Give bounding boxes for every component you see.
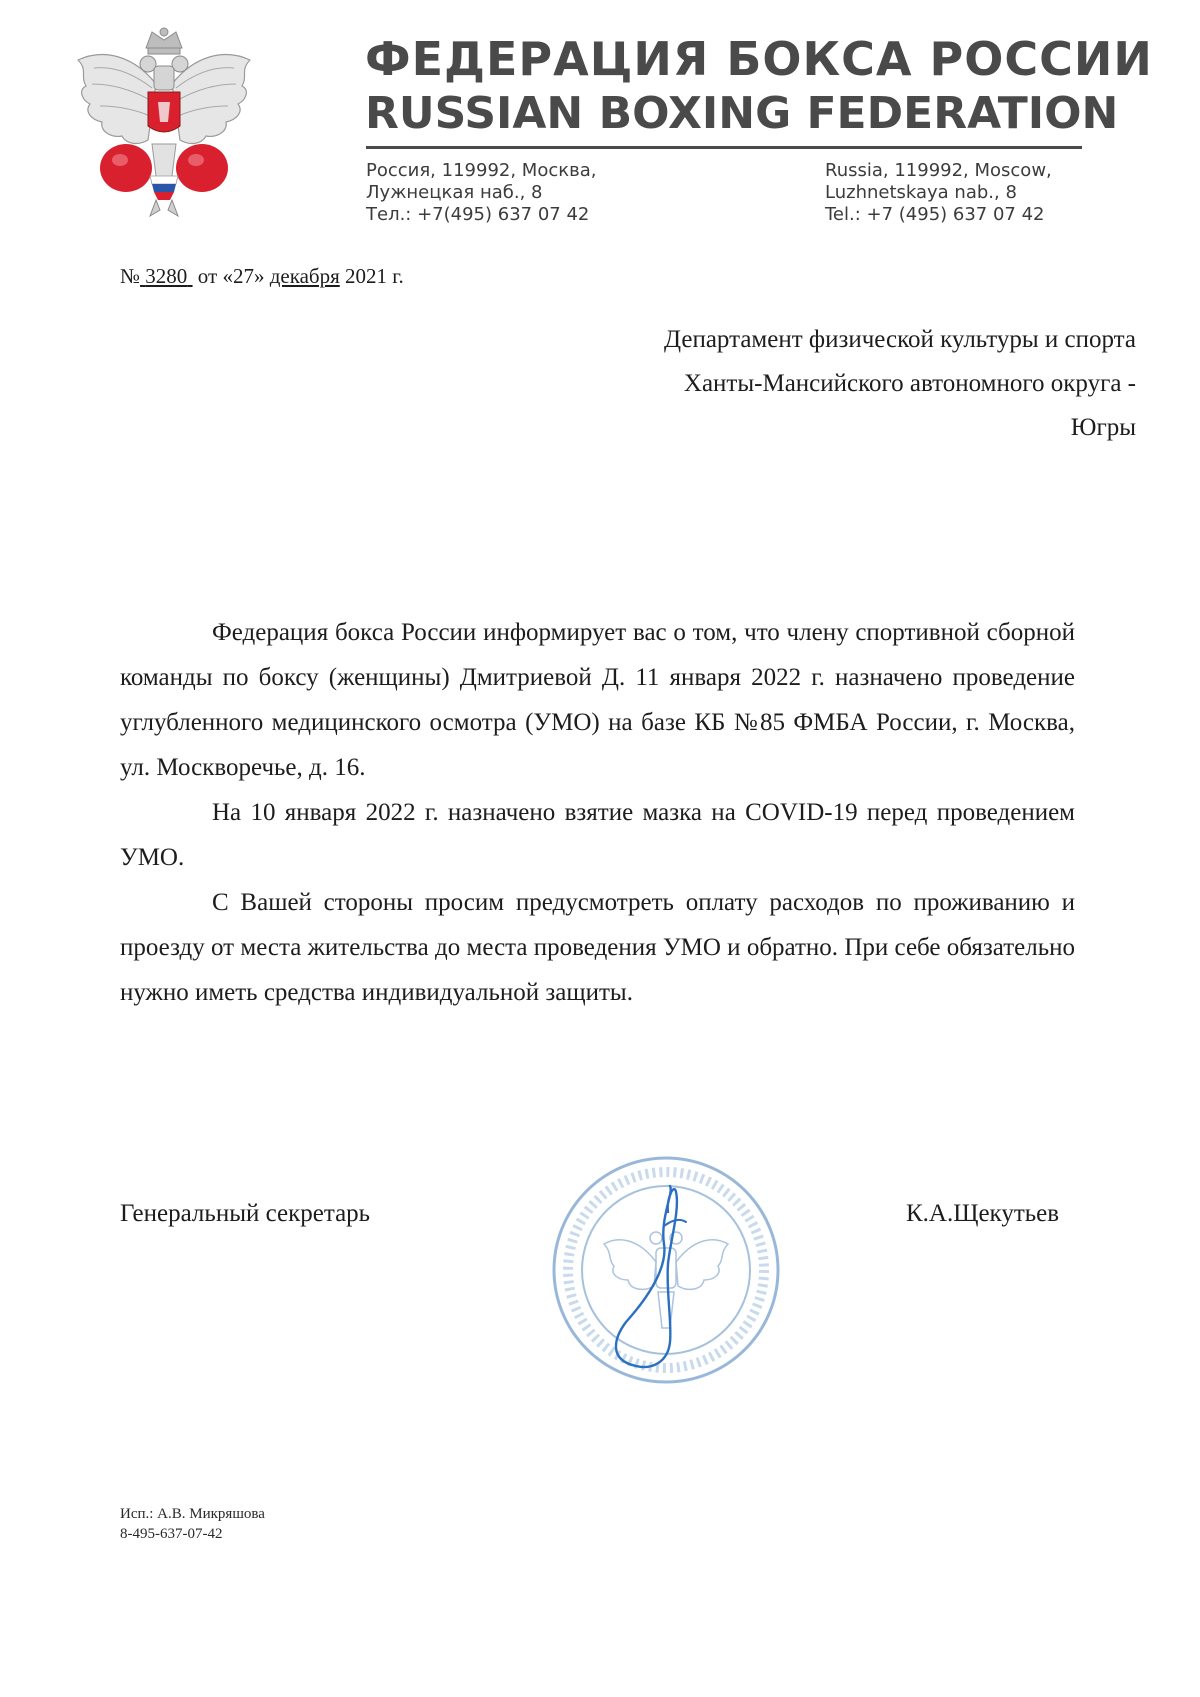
ref-day: «27»	[222, 264, 265, 288]
ref-number: 3280	[145, 264, 188, 288]
address-ru-line: Лужнецкая наб., 8	[366, 182, 543, 203]
recipient-line: Ханты-Мансийского автономного округа -	[683, 370, 1136, 397]
seal-stamp-icon	[548, 1152, 784, 1388]
signature-icon	[616, 1186, 677, 1367]
org-name-ru: ФЕДЕРАЦИЯ БОКСА РОССИИ	[365, 32, 1153, 86]
executor-name: Исп.: А.В. Микряшова	[120, 1506, 265, 1522]
body-paragraph: С Вашей стороны просим предусмотреть оплату расходов по проживанию и проезду от места жительства до места проведения УМО и обратно. При себе обязательно нужно иметь средства индивидуальной защиты.	[120, 889, 1075, 1006]
address-en-line: Tel.: +7 (495) 637 07 42	[825, 204, 1045, 225]
executor-phone: 8-495-637-07-42	[120, 1526, 223, 1542]
body-paragraph: На 10 января 2022 г. назначено взятие мазка на COVID-19 перед проведением УМО.	[120, 799, 1075, 871]
body-paragraph: Федерация бокса России информирует вас о том, что члену спортивной сборной команды по боксу (женщины) Дмитриевой Д. 11 января 2022 г. назначено проведение углубленного медицинского осмотра (УМО) на базе КБ №85 ФМБА России, г. Москва, ул. Москворечье, д. 16.	[120, 619, 1075, 781]
address-en	[825, 160, 1052, 226]
recipient-block	[436, 318, 1136, 450]
signatory-title: Генеральный секретарь	[120, 1200, 371, 1227]
ref-from-word: от	[197, 264, 218, 288]
address-ru-line: Россия, 119992, Москва,	[366, 160, 597, 181]
ref-number-prefix: №	[120, 264, 141, 288]
recipient-line: Югры	[1070, 414, 1136, 441]
signatory-name: К.А.Щекутьев	[906, 1200, 1060, 1227]
ref-year: 2021 г.	[345, 264, 404, 288]
address-ru-line: Тел.: +7(495) 637 07 42	[366, 204, 590, 225]
letter-reference	[120, 264, 404, 289]
recipient-line: Департамент физической культуры и спорта	[664, 326, 1136, 353]
header-divider	[366, 146, 1082, 149]
org-name-en: RUSSIAN BOXING FEDERATION	[365, 88, 1119, 139]
letter-body	[120, 610, 1075, 1015]
ref-month: декабря	[269, 264, 340, 288]
emblem-icon	[64, 26, 264, 226]
address-en-line: Russia, 119992, Moscow,	[825, 160, 1052, 181]
address-ru	[366, 160, 596, 226]
executor-info	[120, 1504, 265, 1544]
address-en-line: Luzhnetskaya nab., 8	[825, 182, 1017, 203]
